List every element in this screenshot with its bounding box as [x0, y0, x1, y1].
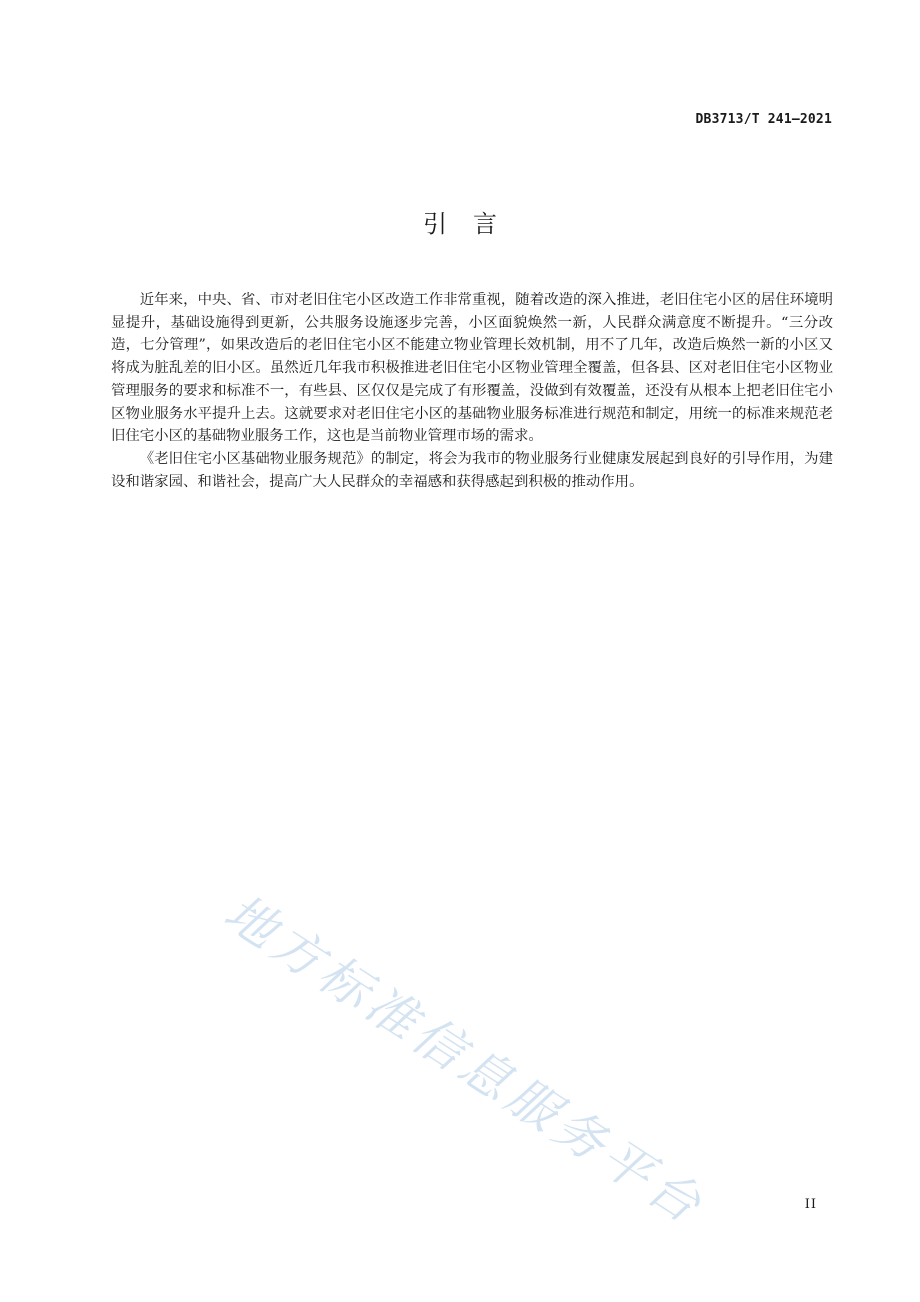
- page-number: II: [804, 1197, 817, 1212]
- watermark: 地方标准信息服务平台: [214, 883, 716, 1237]
- document-code: DB3713/T 241—2021: [695, 112, 832, 127]
- paragraph-1: 近年来，中央、省、市对老旧住宅小区改造工作非常重视，随着改造的深入推进，老旧住宅小区的居住环境明显提升，基础设施得到更新，公共服务设施逐步完善，小区面貌焕然一新，人民群众满意度不断提升。“三分改造，七分管理”，如果改造后的老旧住宅小区不能建立物业管理长效机制，用不了几年，改造后焕然一新的小区又将成为脏乱差的旧小区。虽然近几年我市积极推进老旧住宅小区物业管理全覆盖，但各县、区对老旧住宅小区物业管理服务的要求和标准不一，有些县、区仅仅是完成了有形覆盖，没做到有效覆盖，还没有从根本上把老旧住宅小区物业服务水平提升上去。这就要求对老旧住宅小区的基础物业服务标准进行规范和制定，用统一的标准来规范老旧住宅小区的基础物业服务工作，这也是当前物业管理市场的需求。: [111, 292, 833, 445]
- body-text: [111, 289, 833, 493]
- paragraph-2: 《老旧住宅小区基础物业服务规范》的制定，将会为我市的物业服务行业健康发展起到良好的引导作用，为建设和谐家园、和谐社会，提高广大人民群众的幸福感和获得感起到积极的推动作用。: [111, 450, 833, 490]
- page-title: 引言: [423, 210, 523, 238]
